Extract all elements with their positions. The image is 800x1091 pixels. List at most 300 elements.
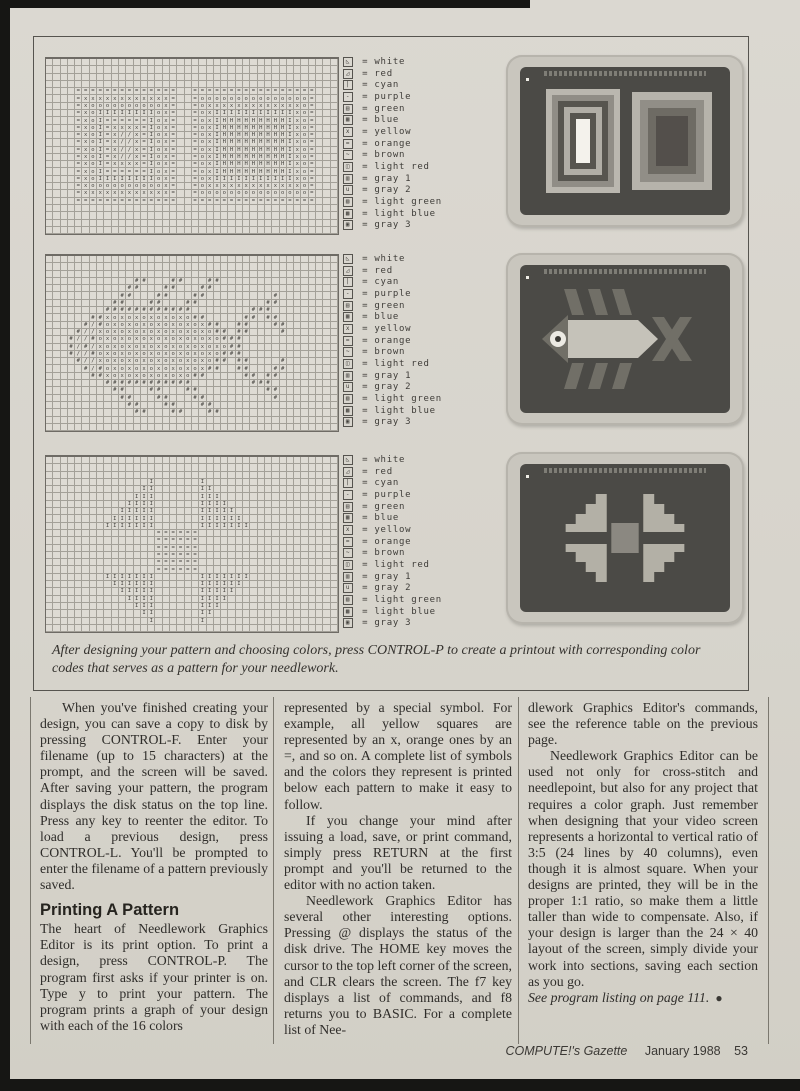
grid-cell <box>214 300 221 307</box>
grid-cell <box>177 74 184 81</box>
grid-cell <box>82 380 89 387</box>
grid-cell <box>272 464 279 471</box>
grid-cell <box>68 424 75 431</box>
grid-cell <box>228 300 235 307</box>
grid-cell <box>221 285 228 292</box>
grid-cell: H <box>221 154 228 161</box>
grid-cell: I <box>221 596 228 603</box>
grid-cell <box>53 285 60 292</box>
grid-cell <box>331 336 338 343</box>
legend-equals: = <box>356 103 375 114</box>
grid-cell <box>163 263 170 270</box>
grid-cell <box>61 88 68 95</box>
motif-ring <box>632 92 712 190</box>
grid-cell <box>155 501 162 508</box>
grid-cell <box>170 625 177 632</box>
grid-cell <box>126 479 133 486</box>
grid-cell: o <box>134 358 141 365</box>
grid-cell <box>148 625 155 632</box>
grid-cell <box>294 417 301 424</box>
grid-cell <box>316 424 323 431</box>
grid-cell <box>207 417 214 424</box>
grid-cell: x <box>163 103 170 110</box>
grid-cell <box>243 300 250 307</box>
grid-cell <box>112 278 119 285</box>
grid-cell: / <box>119 132 126 139</box>
grid-cell <box>228 292 235 299</box>
grid-cell: = <box>192 139 199 146</box>
grid-cell <box>61 351 68 358</box>
grid-cell: # <box>272 300 279 307</box>
grid-cell <box>236 387 243 394</box>
grid-cell: I <box>126 176 133 183</box>
grid-cell: = <box>199 88 206 95</box>
grid-cell <box>258 457 265 464</box>
grid-cell <box>148 402 155 409</box>
grid-cell <box>61 198 68 205</box>
grid-cell <box>148 464 155 471</box>
grid-cell <box>287 559 294 566</box>
grid-cell: # <box>214 322 221 329</box>
grid-cell <box>177 176 184 183</box>
color-name: red <box>374 68 393 79</box>
grid-cell <box>192 523 199 530</box>
grid-cell <box>258 285 265 292</box>
grid-cell <box>53 464 60 471</box>
grid-cell: o <box>119 322 126 329</box>
grid-cell <box>163 59 170 66</box>
grid-cell: x <box>155 365 162 372</box>
grid-cell: # <box>112 380 119 387</box>
grid-cell <box>323 618 330 625</box>
grid-cell <box>104 610 111 617</box>
grid-cell: o <box>104 183 111 190</box>
grid-cell <box>280 559 287 566</box>
grid-cell <box>97 574 104 581</box>
grid-cell <box>141 552 148 559</box>
grid-cell: x <box>141 365 148 372</box>
grid-cell <box>301 508 308 515</box>
grid-cell <box>90 574 97 581</box>
grid-cell <box>221 300 228 307</box>
grid-cell: I <box>199 479 206 486</box>
grid-cell: o <box>272 95 279 102</box>
grid-cell: # <box>243 329 250 336</box>
grid-cell <box>177 618 184 625</box>
grid-cell <box>323 205 330 212</box>
grid-cell <box>119 486 126 493</box>
grid-cell <box>68 314 75 321</box>
grid-cell <box>61 395 68 402</box>
grid-cell <box>192 515 199 522</box>
grid-cell: I <box>214 501 221 508</box>
grid-cell <box>236 373 243 380</box>
legend-equals: = <box>356 583 375 594</box>
grid-cell <box>46 132 53 139</box>
grid-cell <box>309 271 316 278</box>
grid-cell <box>309 545 316 552</box>
grid-cell <box>170 618 177 625</box>
grid-cell <box>82 545 89 552</box>
grid-cell <box>134 292 141 299</box>
grid-cell <box>301 545 308 552</box>
grid-cell <box>250 515 257 522</box>
grid-cell <box>126 74 133 81</box>
grid-cell <box>112 603 119 610</box>
grid-cell: # <box>236 358 243 365</box>
grid-cell: # <box>148 387 155 394</box>
grid-cell <box>46 574 53 581</box>
grid-cell: o <box>221 190 228 197</box>
color-name: orange <box>374 536 412 547</box>
grid-cell <box>207 566 214 573</box>
grid-cell: I <box>287 117 294 124</box>
grid-cell: H <box>258 139 265 146</box>
grid-cell: = <box>221 198 228 205</box>
grid-cell <box>250 574 257 581</box>
grid-cell: o <box>126 314 133 321</box>
grid-cell: # <box>228 336 235 343</box>
grid-cell: = <box>221 88 228 95</box>
grid-cell: o <box>258 190 265 197</box>
grid-cell <box>323 59 330 66</box>
grid-cell: x <box>134 95 141 102</box>
grid-cell: # <box>170 307 177 314</box>
grid-cell <box>104 625 111 632</box>
grid-cell: I <box>258 110 265 117</box>
grid-cell: I <box>207 523 214 530</box>
grid-cell: x <box>119 373 126 380</box>
grid-cell <box>104 508 111 515</box>
grid-cell <box>141 417 148 424</box>
grid-cell <box>61 530 68 537</box>
grid-cell <box>53 373 60 380</box>
grid-cell: I <box>214 139 221 146</box>
grid-cell <box>272 581 279 588</box>
grid-cell <box>207 479 214 486</box>
grid-cell <box>221 537 228 544</box>
grid-cell: H <box>258 147 265 154</box>
grid-cell: = <box>309 88 316 95</box>
grid-cell <box>250 212 257 219</box>
grid-cell <box>68 523 75 530</box>
grid-cell <box>90 74 97 81</box>
grid-cell: o <box>155 161 162 168</box>
grid-cell <box>53 618 60 625</box>
grid-cell <box>68 300 75 307</box>
grid-cell <box>214 402 221 409</box>
grid-cell: H <box>272 125 279 132</box>
legend-entry <box>343 288 493 300</box>
grid-cell: x <box>126 358 133 365</box>
grid-cell <box>316 373 323 380</box>
grid-cell: I <box>141 523 148 530</box>
grid-cell: x <box>163 132 170 139</box>
screen-cursor <box>526 276 529 279</box>
grid-cell <box>90 227 97 234</box>
grid-cell <box>68 139 75 146</box>
grid-cell <box>243 336 250 343</box>
grid-cell: o <box>155 336 162 343</box>
grid-cell <box>236 256 243 263</box>
grid-cell <box>104 479 111 486</box>
grid-cell <box>90 271 97 278</box>
color-symbol-icon: ◫ <box>343 560 353 570</box>
grid-cell: x <box>207 176 214 183</box>
grid-cell: I <box>207 610 214 617</box>
grid-cell: = <box>75 190 82 197</box>
grid-cell: x <box>170 365 177 372</box>
legend-equals: = <box>356 524 375 535</box>
grid-cell <box>301 618 308 625</box>
grid-cell <box>163 227 170 234</box>
grid-cell: / <box>126 147 133 154</box>
grid-cell: I <box>199 618 206 625</box>
grid-cell <box>287 457 294 464</box>
grid-cell <box>331 212 338 219</box>
grid-cell <box>170 424 177 431</box>
grid-cell <box>265 479 272 486</box>
grid-cell: o <box>199 110 206 117</box>
grid-cell <box>287 552 294 559</box>
grid-cell <box>185 125 192 132</box>
color-symbol-icon: ▣ <box>343 417 353 427</box>
grid-cell <box>75 625 82 632</box>
grid-cell <box>331 183 338 190</box>
grid-cell <box>163 66 170 73</box>
grid-cell: = <box>185 566 192 573</box>
grid-cell <box>185 417 192 424</box>
grid-cell: x <box>163 183 170 190</box>
grid-cell: = <box>75 154 82 161</box>
grid-cell <box>97 424 104 431</box>
grid-cell <box>323 358 330 365</box>
grid-cell <box>82 508 89 515</box>
grid-cell <box>185 198 192 205</box>
grid-cell <box>61 358 68 365</box>
grid-cell: = <box>170 161 177 168</box>
grid-cell: I <box>97 110 104 117</box>
grid-cell: x <box>82 125 89 132</box>
grid-cell <box>61 176 68 183</box>
grid-cell: = <box>207 88 214 95</box>
grid-cell: = <box>170 154 177 161</box>
grid-cell <box>119 610 126 617</box>
grid-cell <box>53 566 60 573</box>
grid-cell: = <box>192 566 199 573</box>
grid-cell <box>287 610 294 617</box>
grid-cell <box>287 307 294 314</box>
grid-cell: = <box>104 168 111 175</box>
grid-cell <box>323 380 330 387</box>
grid-cell <box>177 88 184 95</box>
legend-entry <box>343 138 493 150</box>
grid-cell: o <box>214 190 221 197</box>
grid-cell <box>46 278 53 285</box>
grid-cell: I <box>214 523 221 530</box>
grid-cell <box>258 537 265 544</box>
grid-cell: I <box>119 523 126 530</box>
grid-cell <box>309 66 316 73</box>
grid-cell <box>250 486 257 493</box>
grid-cell <box>97 307 104 314</box>
grid-cell <box>287 618 294 625</box>
grid-cell <box>82 603 89 610</box>
grid-cell: I <box>214 581 221 588</box>
grid-cell: = <box>170 147 177 154</box>
grid-cell <box>331 74 338 81</box>
legend-entry <box>343 185 493 197</box>
grid-cell <box>301 409 308 416</box>
grid-cell <box>301 322 308 329</box>
grid-cell <box>309 457 316 464</box>
grid-cell <box>192 271 199 278</box>
grid-cell <box>228 618 235 625</box>
grid-cell <box>331 625 338 632</box>
grid-cell <box>243 285 250 292</box>
grid-cell <box>316 300 323 307</box>
grid-cell <box>301 205 308 212</box>
grid-cell <box>207 618 214 625</box>
grid-cell: o <box>207 329 214 336</box>
grid-cell: I <box>126 501 133 508</box>
grid-cell: I <box>207 508 214 515</box>
grid-cell: # <box>192 373 199 380</box>
grid-cell: I <box>97 139 104 146</box>
color-name: yellow <box>374 524 412 535</box>
grid-cell: H <box>258 117 265 124</box>
grid-cell: o <box>236 95 243 102</box>
grid-cell <box>104 596 111 603</box>
color-symbol-icon: ▩ <box>343 607 353 617</box>
grid-cell <box>82 530 89 537</box>
grid-cell <box>243 472 250 479</box>
grid-cell <box>192 603 199 610</box>
grid-cell: o <box>221 344 228 351</box>
grid-cell: I <box>134 110 141 117</box>
legend-equals: = <box>356 323 375 334</box>
grid-cell: = <box>192 154 199 161</box>
grid-cell: I <box>148 147 155 154</box>
grid-cell <box>192 307 199 314</box>
grid-cell <box>61 625 68 632</box>
grid-cell <box>155 610 162 617</box>
grid-cell <box>141 537 148 544</box>
article-paragraph: Needlework Graphics Editor can be used not only for cross-stitch and needlepoint, but also for any project that requires a color graph. Just remember when designing that your video screen represents a horizontal to vertical ratio of 3:5 (24 lines by 40 columns), even though it is almost square. When your designs are printed, they will be in the proper 1:1 ratio, so make them a little taller than wide to compensate. Also, if your design is larger than the 24 × 40 layout of the screen, simply divide your work into sections, saving each section as you go. <box>528 748 758 989</box>
grid-cell <box>221 566 228 573</box>
grid-cell: o <box>228 95 235 102</box>
grid-cell: = <box>170 117 177 124</box>
grid-cell <box>112 212 119 219</box>
legend-equals: = <box>356 606 375 617</box>
grid-cell: # <box>280 329 287 336</box>
grid-cell <box>258 365 265 372</box>
grid-cell <box>280 493 287 500</box>
grid-cell <box>134 74 141 81</box>
grid-cell <box>97 457 104 464</box>
grid-cell: x <box>294 147 301 154</box>
grid-cell <box>323 198 330 205</box>
grid-cell <box>90 552 97 559</box>
grid-cell <box>53 530 60 537</box>
grid-cell <box>141 402 148 409</box>
grid-cell: I <box>228 574 235 581</box>
grid-cell <box>221 545 228 552</box>
grid-cell: = <box>192 95 199 102</box>
grid-cell: = <box>75 161 82 168</box>
grid-cell <box>199 417 206 424</box>
grid-cell <box>112 59 119 66</box>
grid-cell: I <box>199 523 206 530</box>
grid-cell <box>316 59 323 66</box>
grid-cell <box>250 81 257 88</box>
grid-cell: = <box>309 168 316 175</box>
grid-cell <box>316 344 323 351</box>
grid-cell <box>221 618 228 625</box>
grid-cell: = <box>134 88 141 95</box>
fish-graphic <box>520 265 730 413</box>
grid-cell: = <box>214 88 221 95</box>
grid-cell: x <box>82 168 89 175</box>
grid-cell <box>331 147 338 154</box>
monitor-photo-pinwheel <box>506 452 744 624</box>
grid-cell <box>177 125 184 132</box>
grid-cell <box>301 351 308 358</box>
grid-cell <box>46 537 53 544</box>
grid-cell <box>148 545 155 552</box>
grid-cell: I <box>126 596 133 603</box>
grid-cell <box>250 329 257 336</box>
grid-cell <box>331 486 338 493</box>
grid-cell: o <box>155 110 162 117</box>
grid-cell <box>119 479 126 486</box>
grid-cell: = <box>163 537 170 544</box>
color-symbol-icon: ~ <box>343 150 353 160</box>
grid-cell: x <box>134 351 141 358</box>
grid-cell <box>134 625 141 632</box>
grid-cell: # <box>155 395 162 402</box>
grid-cell: I <box>134 603 141 610</box>
grid-cell <box>265 559 272 566</box>
grid-cell <box>258 479 265 486</box>
legend-entry <box>343 311 493 323</box>
grid-cell <box>75 574 82 581</box>
grid-cell <box>134 220 141 227</box>
grid-cell <box>331 424 338 431</box>
grid-cell <box>53 625 60 632</box>
grid-cell: # <box>199 292 206 299</box>
pinwheel-graphic <box>520 464 730 612</box>
grid-cell <box>141 256 148 263</box>
grid-cell <box>258 574 265 581</box>
grid-cell <box>46 464 53 471</box>
grid-cell <box>309 387 316 394</box>
grid-cell <box>250 344 257 351</box>
grid-cell: I <box>214 588 221 595</box>
monitor-photo-fish <box>506 253 744 425</box>
grid-cell: H <box>258 161 265 168</box>
grid-cell <box>250 545 257 552</box>
grid-cell: o <box>301 147 308 154</box>
legend-equals: = <box>356 370 375 381</box>
grid-cell <box>323 161 330 168</box>
grid-cell: = <box>75 132 82 139</box>
grid-cell <box>163 417 170 424</box>
grid-cell <box>134 486 141 493</box>
grid-cell: H <box>280 147 287 154</box>
grid-cell <box>148 530 155 537</box>
grid-cell: o <box>126 336 133 343</box>
